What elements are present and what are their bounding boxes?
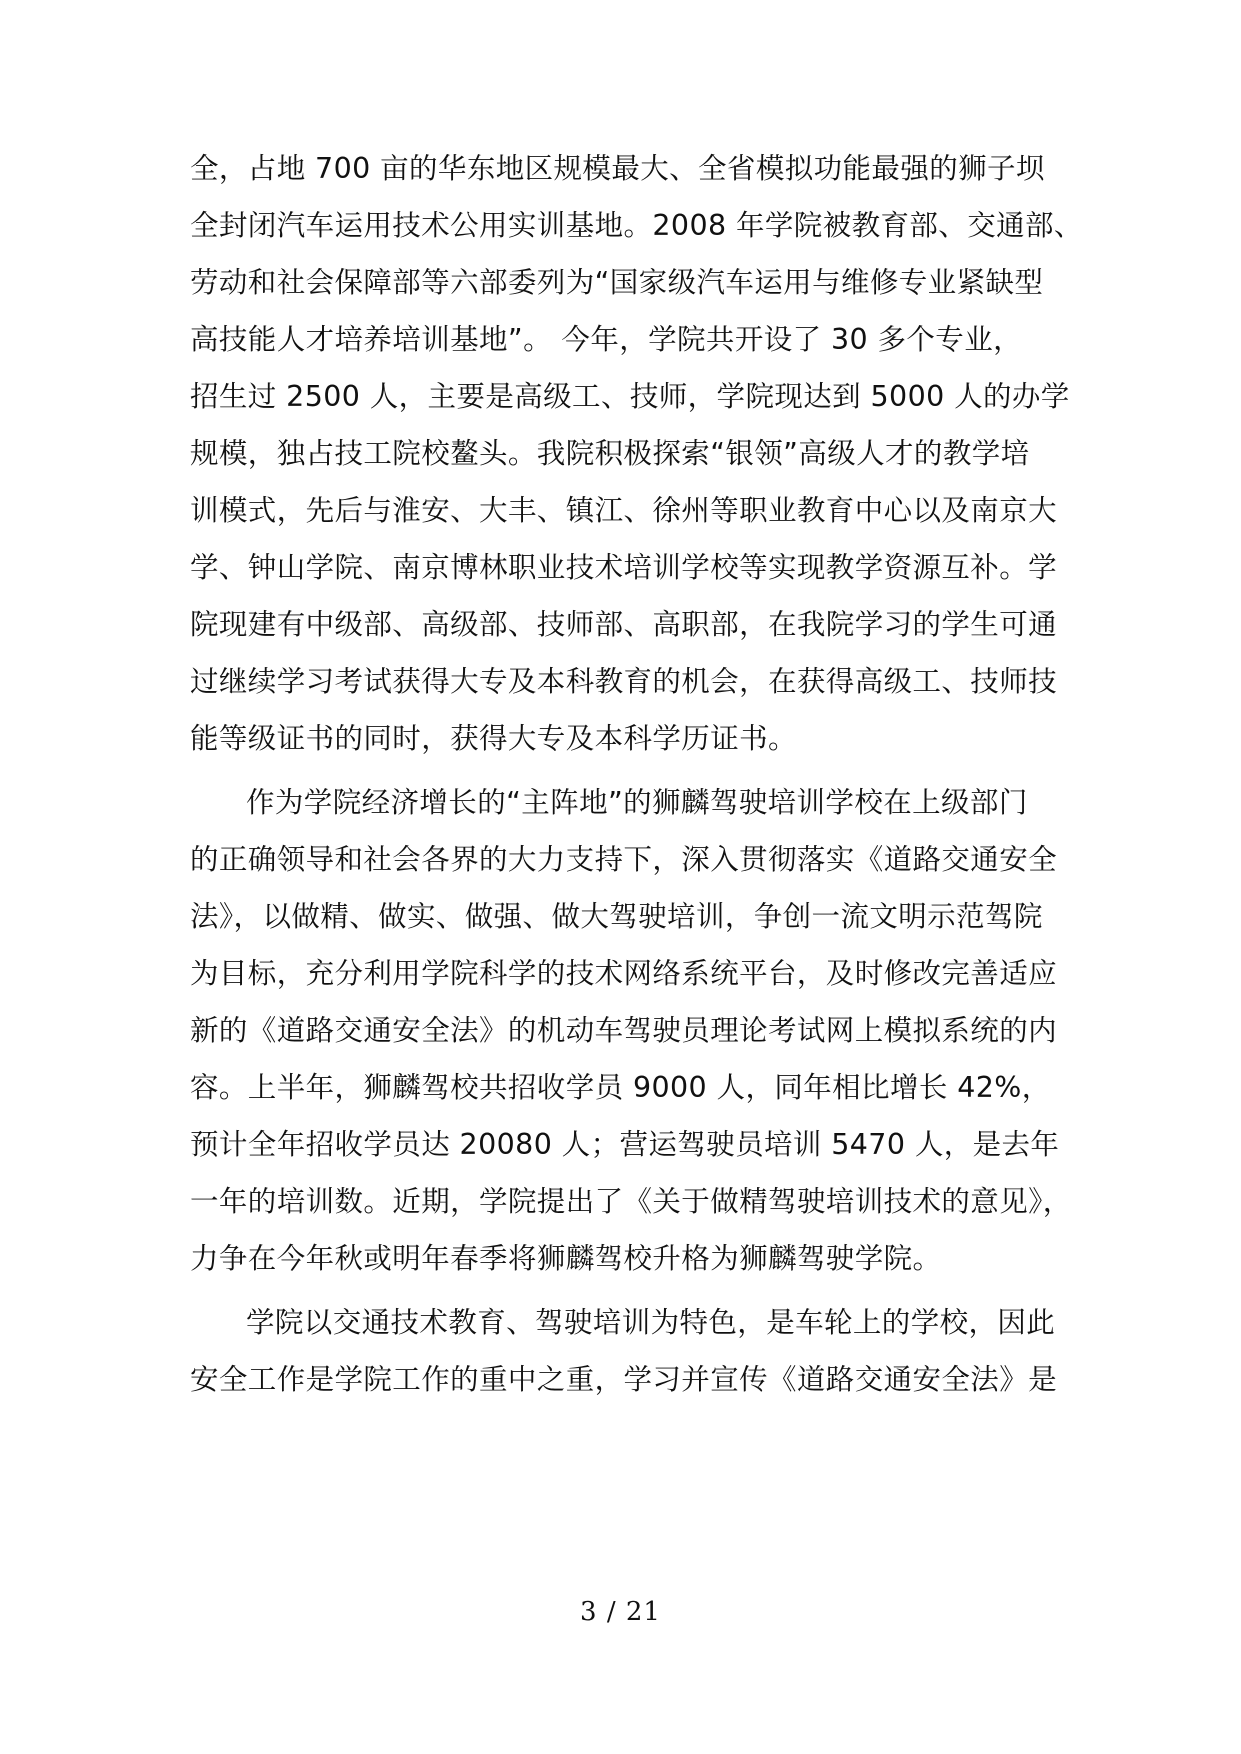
text-line: 的正确领导和社会各界的大力支持下，深入贯彻落实《道路交通安全 — [190, 843, 1058, 876]
text-line: 新的《道路交通安全法》的机动车驾驶员理论考试网上模拟系统的内 — [190, 1014, 1058, 1047]
text-line: 规模，独占技工院校鳌头。我院积极探索“银领”高级人才的教学培 — [190, 437, 1030, 470]
text-line: 容。上半年，狮麟驾校共招收学员 9000 人，同年相比增长 42%， — [190, 1071, 1051, 1104]
text-line: 力争在今年秋或明年春季将狮麟驾校升格为狮麟驾驶学院。 — [190, 1242, 942, 1275]
text-line: 过继续学习考试获得大专及本科教育的机会，在获得高级工、技师技 — [190, 665, 1058, 698]
text-line: 一年的培训数。近期，学院提出了《关于做精驾驶培训技术的意见》， — [190, 1185, 1072, 1218]
text-line: 法》，以做精、做实、做强、做大驾驶培训，争创一流文明示范驾院 — [190, 900, 1043, 933]
text-line: 全，占地 700 亩的华东地区规模最大、全省模拟功能最强的狮子坝 — [190, 152, 1045, 185]
text-line: 能等级证书的同时，获得大专及本科学历证书。 — [190, 722, 797, 755]
text-line: 劳动和社会保障部等六部委列为“国家级汽车运用与维修专业紧缺型 — [190, 266, 1044, 299]
text-line: 安全工作是学院工作的重中之重，学习并宣传《道路交通安全法》是 — [190, 1363, 1058, 1396]
text-line: 高技能人才培养培训基地”。 今年，学院共开设了 30 多个专业， — [190, 323, 1023, 356]
text-line: 为目标，充分利用学院科学的技术网络系统平台，及时修改完善适应 — [190, 957, 1058, 990]
text-line: 院现建有中级部、高级部、技师部、高职部，在我院学习的学生可通 — [190, 608, 1058, 641]
text-line: 全封闭汽车运用技术公用实训基地。2008 年学院被教育部、交通部、 — [190, 209, 1083, 242]
paragraph-first-line: 作为学院经济增长的“主阵地”的狮麟驾驶培训学校在上级部门 — [246, 786, 1028, 819]
text-line: 训模式，先后与淮安、大丰、镇江、徐州等职业教育中心以及南京大 — [190, 494, 1058, 527]
paragraph-first-line: 学院以交通技术教育、驾驶培训为特色，是车轮上的学校，因此 — [246, 1306, 1056, 1339]
page-number: 3 / 21 — [580, 1597, 661, 1627]
text-line: 招生过 2500 人，主要是高级工、技师，学院现达到 5000 人的办学 — [190, 380, 1070, 413]
text-line: 预计全年招收学员达 20080 人；营运驾驶员培训 5470 人，是去年 — [190, 1128, 1060, 1161]
text-line: 学、钟山学院、南京博林职业技术培训学校等实现教学资源互补。学 — [190, 551, 1058, 584]
